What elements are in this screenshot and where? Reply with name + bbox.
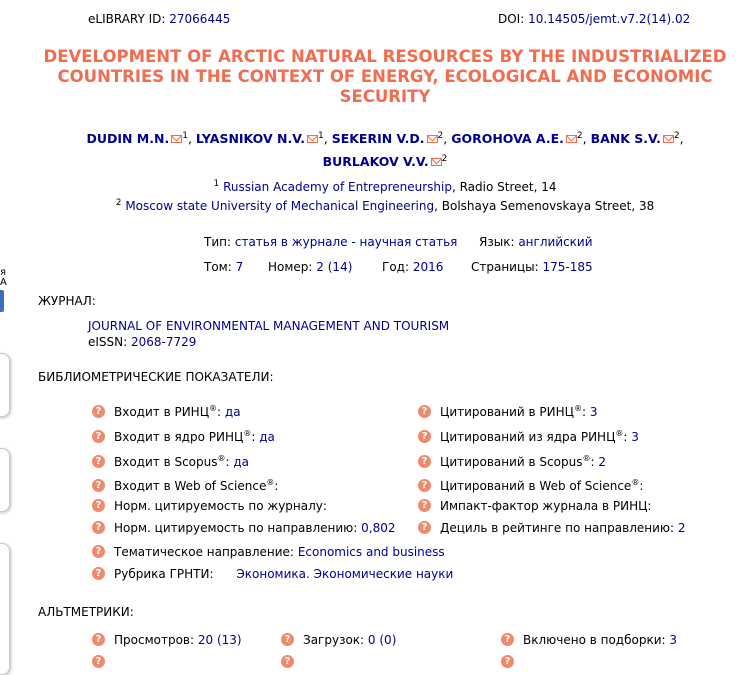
biblio-indicator: ? Входит в Scopus®: да [92,451,249,470]
help-icon[interactable]: ? [92,521,105,534]
grnti-link[interactable]: Экономика. Экономические науки [236,567,454,581]
help-icon-row [501,654,523,670]
volume-link[interactable]: 7 [235,260,244,274]
doi-link[interactable]: 10.14505/jemt.v7.2(14).02 [528,12,691,26]
email-icon[interactable] [431,158,442,166]
indicator-value-link[interactable]: 2 [677,521,686,535]
journal-heading: ЖУРНАЛ: [38,294,96,308]
journal-name-link[interactable]: JOURNAL OF ENVIRONMENTAL MANAGEMENT AND TOURISM [88,319,450,333]
issue-number: Номер: 2 (14) [268,260,353,274]
authors-list: DUDIN M.N. $^1$, LYASNIKOV N.V. $^1$, SEKERIN V.D. $^2$, GOROHOVA A.E. $^2$, BANK S.V. $^2$, BURLAKOV V.V. $^2$ [86,131,684,170]
affiliation-org-link[interactable]: Russian Academy of Entrepreneurship [223,180,452,194]
sidebar-fragment-text: я А [0,267,7,288]
help-icon[interactable]: ? [92,545,105,558]
help-icon[interactable]: ? [92,455,105,468]
biblio-indicator: ? Входит в Web of Science®: [92,475,278,494]
help-icon-row [281,654,303,670]
article-type: Тип: статья в журнале - научная статья [204,235,458,249]
help-icon[interactable]: ? [418,430,431,443]
email-icon[interactable] [171,135,182,143]
biblio-indicator: ? Входит в РИНЦ®: да [92,401,241,420]
biblio-indicator: ? Входит в ядро РИНЦ®: да [92,426,275,445]
help-icon[interactable]: ? [418,455,431,468]
indicator-value-link[interactable]: 0,802 [361,521,396,535]
biblio-indicator: ? Дециль в рейтинге по направлению: 2 [418,520,686,536]
biblio-indicator: ? Цитирований в Scopus®: 2 [418,451,606,470]
email-icon[interactable] [307,135,318,143]
biblio-indicator: ? Цитирований в Web of Science®: [418,475,643,494]
elibrary-id: eLIBRARY ID: 27066445 [88,12,231,26]
email-icon[interactable] [663,135,674,143]
affiliation: $^1$ Russian Academy of Entrepreneurship, Radio Street, 14 [213,179,557,194]
indicator-value-link[interactable]: 3 [589,405,598,419]
help-icon[interactable]: ? [92,405,105,418]
help-icon[interactable]: ? [92,430,105,443]
thematic-direction: ? Тематическое направление: Economics and business [92,544,445,560]
help-icon[interactable]: ? [281,655,294,668]
help-icon[interactable]: ? [501,633,514,646]
email-icon[interactable] [566,135,577,143]
author-link[interactable]: BURLAKOV V.V. [322,154,429,170]
sidebar-fragment-button[interactable] [0,290,4,312]
sidebar-card[interactable] [0,543,10,675]
altmetrics-heading: АЛЬТМЕТРИКИ: [38,605,134,619]
help-icon[interactable]: ? [418,405,431,418]
article-title: DEVELOPMENT OF ARCTIC NATURAL RESOURCES BY THE INDUSTRIALIZED COUNTRIES IN THE CONTEXT OF ENERGY, ECOLOGICAL AND ECONOMIC SECURITY [43,47,727,106]
biblio-indicator: ? Норм. цитируемость по журналу: [92,498,327,514]
help-icon[interactable]: ? [92,499,105,512]
indicator-value-link[interactable]: 3 [631,430,639,444]
downloads-count: ? Загрузок: 0 (0) [281,632,396,648]
indicator-value-link[interactable]: да [224,405,241,419]
help-icon[interactable]: ? [92,567,105,580]
issue-link[interactable]: 2 (14) [316,260,353,274]
help-icon[interactable]: ? [92,479,105,492]
bibliometrics-heading: БИБЛИОМЕТРИЧЕСКИЕ ПОКАЗАТЕЛИ: [38,370,274,384]
help-icon[interactable]: ? [418,479,431,492]
help-icon-row [92,654,114,670]
sidebar-card[interactable] [0,353,10,417]
indicator-value-link[interactable]: 2 [598,455,606,469]
article-language: Язык: английский [479,235,593,249]
elibrary-id-link[interactable]: 27066445 [169,12,231,26]
indicator-value-link[interactable]: да [233,455,250,469]
author-link[interactable]: GOROHOVA A.E. [451,131,564,147]
thematic-link[interactable]: Economics and business [297,545,445,559]
affiliation: $^2$ Moscow state University of Mechanical Engineering, Bolshaya Semenovskaya Street, 38 [115,198,655,213]
grnti-rubric: ? Рубрика ГРНТИ: Экономика. Экономические науки [92,566,453,582]
collections-count: ? Включено в подборки: 3 [501,632,677,648]
author-link[interactable]: BANK S.V. [590,131,661,147]
journal-eissn: eISSN: 2068-7729 [88,335,197,349]
affiliation-org-link[interactable]: Moscow state University of Mechanical Engineering [125,199,435,213]
year: Год: 2016 [382,260,444,274]
author-link[interactable]: SEKERIN V.D. [331,131,425,147]
indicator-value-link[interactable]: да [259,430,275,444]
help-icon[interactable]: ? [418,499,431,512]
views-count: ? Просмотров: 20 (13) [92,632,242,648]
help-icon[interactable]: ? [418,521,431,534]
help-icon[interactable]: ? [281,633,294,646]
help-icon[interactable]: ? [92,655,105,668]
pages: Страницы: 175-185 [471,260,593,274]
doi: DOI: 10.14505/jemt.v7.2(14).02 [498,12,691,26]
author-link[interactable]: LYASNIKOV N.V. [195,131,306,147]
volume: Том: 7 [204,260,244,274]
year-link[interactable]: 2016 [412,260,444,274]
help-icon[interactable]: ? [92,633,105,646]
sidebar-card[interactable] [0,448,10,512]
help-icon[interactable]: ? [501,655,514,668]
email-icon[interactable] [427,135,438,143]
biblio-indicator: ? Цитирований в РИНЦ®: 3 [418,401,598,420]
author-link[interactable]: DUDIN M.N. [86,131,170,147]
biblio-indicator: ? Норм. цитируемость по направлению: 0,802 [92,520,396,536]
biblio-indicator: ? Импакт-фактор журнала в РИНЦ: [418,498,651,514]
biblio-indicator: ? Цитирований из ядра РИНЦ®: 3 [418,426,639,445]
